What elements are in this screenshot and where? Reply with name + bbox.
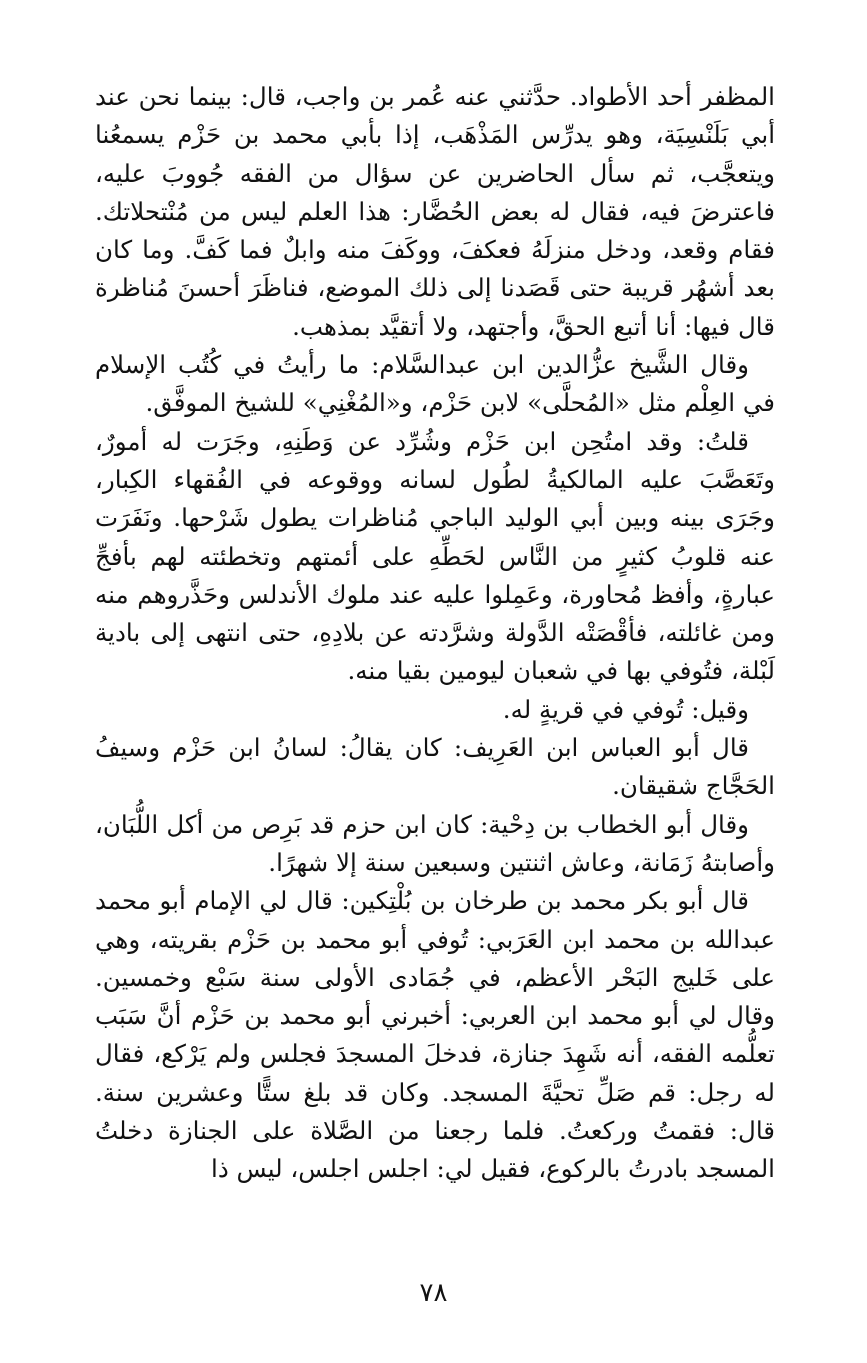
page-number: ٧٨ [419,1278,448,1308]
paragraph-4: وقيل: تُوفي في قريةٍ له. [502,694,749,724]
paragraph-2: وقال الشَّيخ عزُّالدين ابن عبدالسَّلام: ما رأيتُ في كُتُب الإسلام في العِلْم مثل «المُحلَّى» لابن حَزْم، و«المُغْنِي» للشيخ الموفَّق. [95,350,775,418]
paragraph-5: قال أبو العباس ابن العَرِيف: كان يقالُ: لسانُ ابن حَزْم وسيفُ الحَجَّاج شقيقان. [95,733,775,801]
paragraph-6: وقال أبو الخطاب بن دِحْية: كان ابن حزم قد بَرِص من أكل اللُّبَان، وأصابتهُ زَمَانة، وعاش اثنتين وسبعين سنة إلا شهرًا. [95,809,775,877]
paragraph-1: المظفر أحد الأطواد. حدَّثني عنه عُمر بن واجب، قال: بينما نحن عند أبي بَلَنْسِيَة، وهو يدرِّس المَذْهَب، إذا بأبي محمد بن حَزْم يسمعُنا ويتعجَّب، ثم سأل الحاضرين عن سؤال من الفقه جُووبَ عليه، فاعترضَ فيه، فقال له بعض الحُضَّار: هذا العلم ليس من مُنْتحلاتك. فقام وقعد، ودخل منزلَهُ فعكفَ، ووكَفَ منه وابلٌ فما كَفَّ. وما كان بعد أشهُر قريبة حتى قَصَدنا إلى ذلك الموضع، فناظَرَ أحسنَ مُناظرة قال فيها: أنا أتبع الحقَّ، وأجتهد، ولا أتقيَّد بمذهب. [95,82,775,341]
page-body [95,78,775,1189]
paragraph-3: قلتُ: وقد امتُحِن ابن حَزْم وشُرِّد عن وَطَنِهِ، وجَرَت له أمورٌ، وتَعَصَّبَ عليه المالكيةُ لطُول لسانه ووقوعه في الفُقهاء الكِبار، وجَرَى بينه وبين أبي الوليد الباجي مُناظرات يطول شَرْحها. ونَفَرَت عنه قلوبُ كثيرٍ من النَّاس لحَطِّهِ على أئمتهم وتخطئته لهم بأفجِّ عبارةٍ، وأفظ مُحاورة، وعَمِلوا عليه عند ملوك الأندلس وحَذَّروهم منه ومن غائلته، فأقْصَتْه الدَّولة وشرَّدته عن بلادِهِ، حتى انتهى إلى بادية لَبْلة، فتُوفي بها في شعبان ليومين بقيا منه. [95,426,775,686]
paragraph-7: قال أبو بكر محمد بن طرخان بن بُلْتِكين: قال لي الإمام أبو محمد عبدالله بن محمد ابن العَرَبي: تُوفي أبو محمد بن حَزْم بقريته، وهي على خَليج البَحْر الأعظم، في جُمَادى الأولى سنة سَبْع وخمسين. وقال لي أبو محمد ابن العربي: أخبرني أبو محمد بن حَزْم أنَّ سَبَب تعلُّمه الفقه، أنه شَهِدَ جنازة، فدخلَ المسجدَ فجلس ولم يَرْكع، فقال له رجل: قم صَلِّ تحيَّةَ المسجد. وكان قد بلغ ستًّا وعشرين سنة. قال: فقمتُ وركعتُ. فلما رجعنا من الصَّلاة على الجنازة دخلتُ المسجد بادرتُ بالركوع، فقيل لي: اجلس اجلس، ليس ذا [95,886,775,1184]
